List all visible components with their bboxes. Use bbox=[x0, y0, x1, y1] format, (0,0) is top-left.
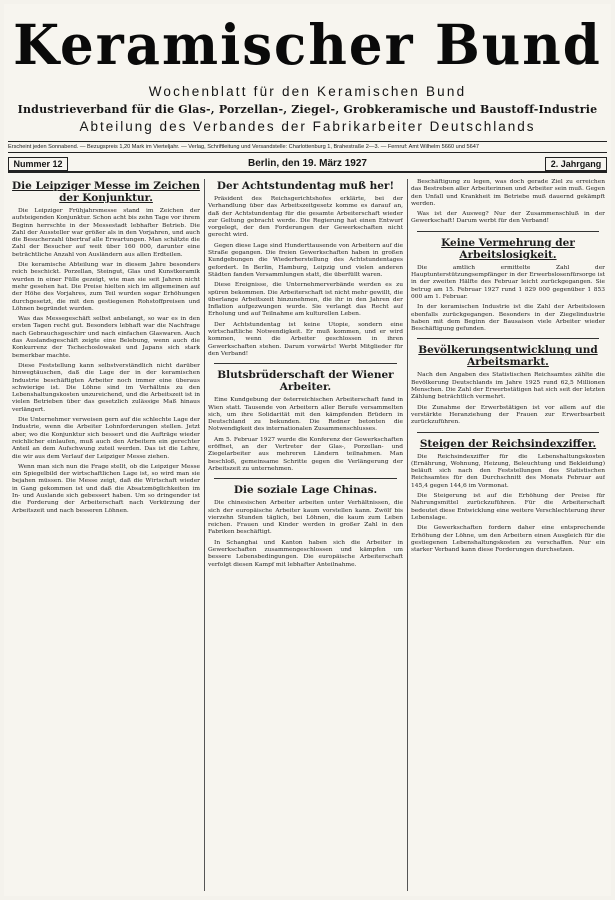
newspaper-page bbox=[4, 4, 611, 896]
article-paragraph: Diese Feststellung kann selbstverständlich nicht darüber hinwegtäuschen, daß die Lage der in der keramischen Industrie beschäftigten Arbeiter noch immer eine überaus schwierige ist. Die Löhne sind im Verhältnis zu den Lebenshaltungskosten unzureichend, und die Arbeitszeit ist in vielen Betrieben über das gesetzlich zulässige Maß hinaus verlängert. bbox=[12, 362, 200, 413]
article-paragraph: Diese Ereignisse, die Unternehmerverbände werden es zu spüren bekommen. Die Arbeiterschaft ist nicht mehr gewillt, die überlange Arbeitszeit hinzunehmen, die ihr in den Jahren der Inflation aufgezwungen wurde. Sie verlangt das Recht auf Erholung und auf Teilnahme am kulturellen Leben. bbox=[208, 282, 403, 318]
article-paragraph: Wenn man sich nun die Frage stellt, ob die Leipziger Messe ein Spiegelbild der wirtschaftlichen Lage ist, so wird man sie bejahen müssen. Die Messe zeigt, daß die Wirtschaft wieder in Gang gekommen ist und daß die Absatzmöglichkeiten im In- und Auslande sich gebessert haben. Um so dringender ist die Forderung der Arbeiterschaft nach Verkürzung der Arbeitszeit und nach besseren Löhnen. bbox=[12, 463, 200, 514]
issue-year: 2. Jahrgang bbox=[545, 157, 607, 171]
article-heading: Bevölkerungsentwicklung und Arbeitsmarkt. bbox=[418, 344, 598, 369]
article-paragraph: Die Reichsindexziffer für die Lebenshaltungskosten (Ernährung, Wohnung, Heizung, Beleuchtung und Bekleidung) beläuft sich nach den Feststellungen des Statistischen Reichsamtes für den Durchschnitt des Monats Februar auf 145,4 gegen 144,6 im Vormonat. bbox=[411, 453, 605, 489]
article-heading: Die soziale Lage Chinas. bbox=[233, 484, 378, 497]
article-paragraph: Gegen diese Lage sind Hunderttausende von Arbeitern auf die Straße gegangen. Die freien Gewerkschaften haben in großen Kundgebungen die Wiederherstellung des Achtstundentages gefordert. In Berlin, Hamburg, Leipzig und vielen anderen Städten fanden Versammlungen statt, die überfüllt waren. bbox=[208, 242, 403, 278]
column-divider bbox=[204, 179, 205, 891]
industry-line: Industrieverband für die Glas-, Porzellan-, Ziegel-, Grobkeramische und Baustoff-Industrie bbox=[17, 103, 598, 116]
article-paragraph: Die chinesischen Arbeiter arbeiten unter Verhältnissen, die sich der europäische Arbeiter kaum vorstellen kann. Zwölf bis vierzehn Stunden täglich, bei Löhnen, die kaum zum Leben reichen. Frauen und Kinder werden in großer Zahl in den Fabriken beschäftigt. bbox=[208, 500, 403, 536]
issue-bar bbox=[8, 155, 607, 173]
article-paragraph: In der keramischen Industrie ist die Zahl der Arbeitslosen ebenfalls zurückgegangen. Besonders in der Ziegelindustrie haben mit dem Beginn der Bausaison viele Arbeiter wieder Beschäftigung gefunden. bbox=[411, 304, 605, 333]
article-paragraph: Die Zunahme der Erwerbstätigen ist vor allem auf die verstärkte Heranziehung der Frauen zur Erwerbsarbeit zurückzuführen. bbox=[411, 404, 605, 426]
section-divider bbox=[214, 478, 397, 479]
article-paragraph: Beschäftigung zu legen, was doch gerade Ziel zu erreichen das Bestreben aller Arbeiterinnen und Arbeiter sein muß. Gegen den Unfall und Krankheit im Betriebe muß dauernd gekämpft werden. bbox=[411, 179, 605, 207]
article-paragraph: Die Gewerkschaften fordern daher eine entsprechende Erhöhung der Löhne, um den Arbeitern einen Ausgleich für die gestiegenen Lebenshaltungskosten zu verschaffen. Nur ein starker Verband kann diese Forderungen durchsetzen. bbox=[411, 525, 605, 554]
department-line: Abteilung des Verbandes der Fabrikarbeiter Deutschlands bbox=[79, 119, 536, 134]
article-paragraph: Die keramische Abteilung war in diesem Jahre besonders reich beschickt. Porzellan, Steingut, Glas und Kunstkeramik wurden in einer Fülle gezeigt, wie man sie seit Jahren nicht mehr gesehen hat. Die Preise hielten sich im allgemeinen auf der Höhe des Vorjahres, zum Teil wurden sogar Erhöhungen durchgesetzt, die mit den gestiegenen Rohstoffpreisen und Löhnen begründet wurden. bbox=[12, 262, 200, 312]
article-paragraph: In Schanghai und Kanton haben sich die Arbeiter in Gewerkschaften zusammengeschlossen und kämpfen um bessere Lebensbedingungen. Die europäische Arbeiterschaft verfolgt diesen Kampf mit lebhafter Anteilnahme. bbox=[208, 539, 403, 568]
issue-number: Nummer 12 bbox=[8, 157, 68, 171]
column-divider bbox=[407, 179, 408, 891]
section-divider bbox=[417, 338, 599, 339]
article-heading: Steigen der Reichsindexziffer. bbox=[419, 437, 597, 450]
article-heading: Keine Vermehrung der Arbeitslosigkeit. bbox=[441, 236, 575, 261]
section-divider bbox=[214, 363, 397, 364]
article-paragraph: Die Unternehmer verweisen gern auf die schlechte Lage der Industrie, wenn die Arbeiter Lohnforderungen stellen. Jetzt aber, wo die Konjunktur sich bessert und die Aufträge wieder reichlicher einlaufen, muß auch den Arbeitern ein gerechter Anteil an dem Aufschwung zuteil werden. Das ist die Lehre, die wir aus dem Verlauf der Leipziger Messe ziehen. bbox=[12, 417, 200, 460]
issue-date: Berlin, den 19. März 1927 bbox=[248, 158, 367, 169]
publication-info: Erscheint jeden Sonnabend. — Bezugspreis 1,20 Mark im Vierteljahr. — Verlag, Schriftleitung und Versandstelle: Charlottenburg 1, Brahestraße 2—3. — Fernruf: Amt Wilhelm 5660 und 5647 bbox=[8, 141, 607, 153]
article-paragraph: Eine Kundgebung der österreichischen Arbeiterschaft fand in Wien statt. Tausende von Arbeitern aller Berufe versammelten sich, um ihre Solidarität mit den kämpfenden Brüdern in Deutschland zu bekunden. Die Redner betonten die Notwendigkeit des internationalen Zusammenschlusses. bbox=[208, 397, 403, 433]
article-paragraph: Nach den Angaben des Statistischen Reichsamtes zählte die Bevölkerung Deutschlands im Jahre 1925 rund 62,5 Millionen Menschen. Die Zahl der Erwerbstätigen hat sich seit der letzten Zählung beträchtlich vermehrt. bbox=[411, 372, 605, 401]
column-left bbox=[12, 179, 200, 887]
article-heading: Blutsbrüderschaft der Wiener Arbeiter. bbox=[217, 369, 394, 394]
column-right bbox=[411, 179, 605, 891]
article-paragraph: Was das Messegeschäft selbst anbelangt, so war es in den ersten Tagen recht gut. Besonders lebhaft war die Nachfrage nach Gebrauchsgeschirr und nach einfachen Glaswaren. Auch das Auslandsgeschäft zeigte eine Belebung, wenn auch die Konkurrenz der Tschechoslowakei und Japans sich stark bemerkbar machte. bbox=[12, 316, 200, 359]
article-paragraph: Der Achtstundentag ist keine Utopie, sondern eine wirtschaftliche Notwendigkeit. Er muß kommen, und er wird kommen, wenn die Arbeiter geschlossen in ihren Gewerkschaften stehen. Darum vorwärts! Werbt Mitglieder für den Verband! bbox=[208, 321, 403, 357]
article-paragraph: Die Leipziger Frühjahrsmesse stand im Zeichen der aufsteigenden Konjunktur. Schon acht bis zehn Tage vor ihrem Beginn herrschte in der Messestadt lebhafter Betrieb. Die Zahl der Aussteller war größer als in den Vorjahren, und auch die Besucherzahl übertraf alle Erwartungen. Man schätzte die Zahl der Besucher auf weit über 160 000, darunter eine beträchtliche Anzahl von Ausländern aus allen Erdteilen. bbox=[12, 208, 200, 258]
column-middle bbox=[208, 179, 403, 891]
article-paragraph: Die Steigerung ist auf die Erhöhung der Preise für Nahrungsmittel zurückzuführen. Für die Arbeiterschaft bedeutet diese Entwicklung eine weitere Verschlechterung ihrer Lebenslage. bbox=[411, 493, 605, 521]
article-paragraph: Am 5. Februar 1927 wurde die Konferenz der Gewerkschaften eröffnet, an der Vertreter der Glas-, Porzellan- und Ziegelarbeiter aus mehreren Ländern teilnahmen. Man beschloß, gemeinsame Schritte gegen die Verlängerung der Arbeitszeit zu unternehmen. bbox=[208, 436, 403, 472]
article-heading: Der Achtstundentag muß her! bbox=[216, 180, 395, 192]
article-paragraph: Präsident des Reichsgerichtshofes erklärte, bei der Verhandlung über das Arbeitszeitgesetz komme es darauf an, daß der Achtstundentag für die gesamte Arbeiterschaft wieder zur Geltung gebracht werde. Die Regierung hat einen Entwurf vorgelegt, der den Forderungen der Gewerkschaften nicht gerecht wird. bbox=[208, 196, 403, 239]
article-paragraph: Die amtlich ermittelte Zahl der Hauptunterstützungsempfänger in der Erwerbslosenfürsorge ist in der zweiten Hälfte des Februar leicht zurückgegangen. Sie betrug am 15. Februar 1927 rund 1 829 000 gegenüber 1 853 000 am 1. Februar. bbox=[411, 264, 605, 300]
section-divider bbox=[417, 231, 599, 232]
section-divider bbox=[417, 432, 599, 433]
article-paragraph: Was ist der Ausweg? Nur der Zusammenschluß in der Gewerkschaft! Darum werbt für den Verband! bbox=[411, 211, 605, 225]
masthead-subtitle: Wochenblatt für den Keramischen Bund bbox=[148, 84, 467, 99]
article-heading: Die Leipziger Messe im Zeichen der Konjunktur. bbox=[12, 180, 200, 204]
masthead-title: Keramischer Bund bbox=[13, 12, 602, 78]
